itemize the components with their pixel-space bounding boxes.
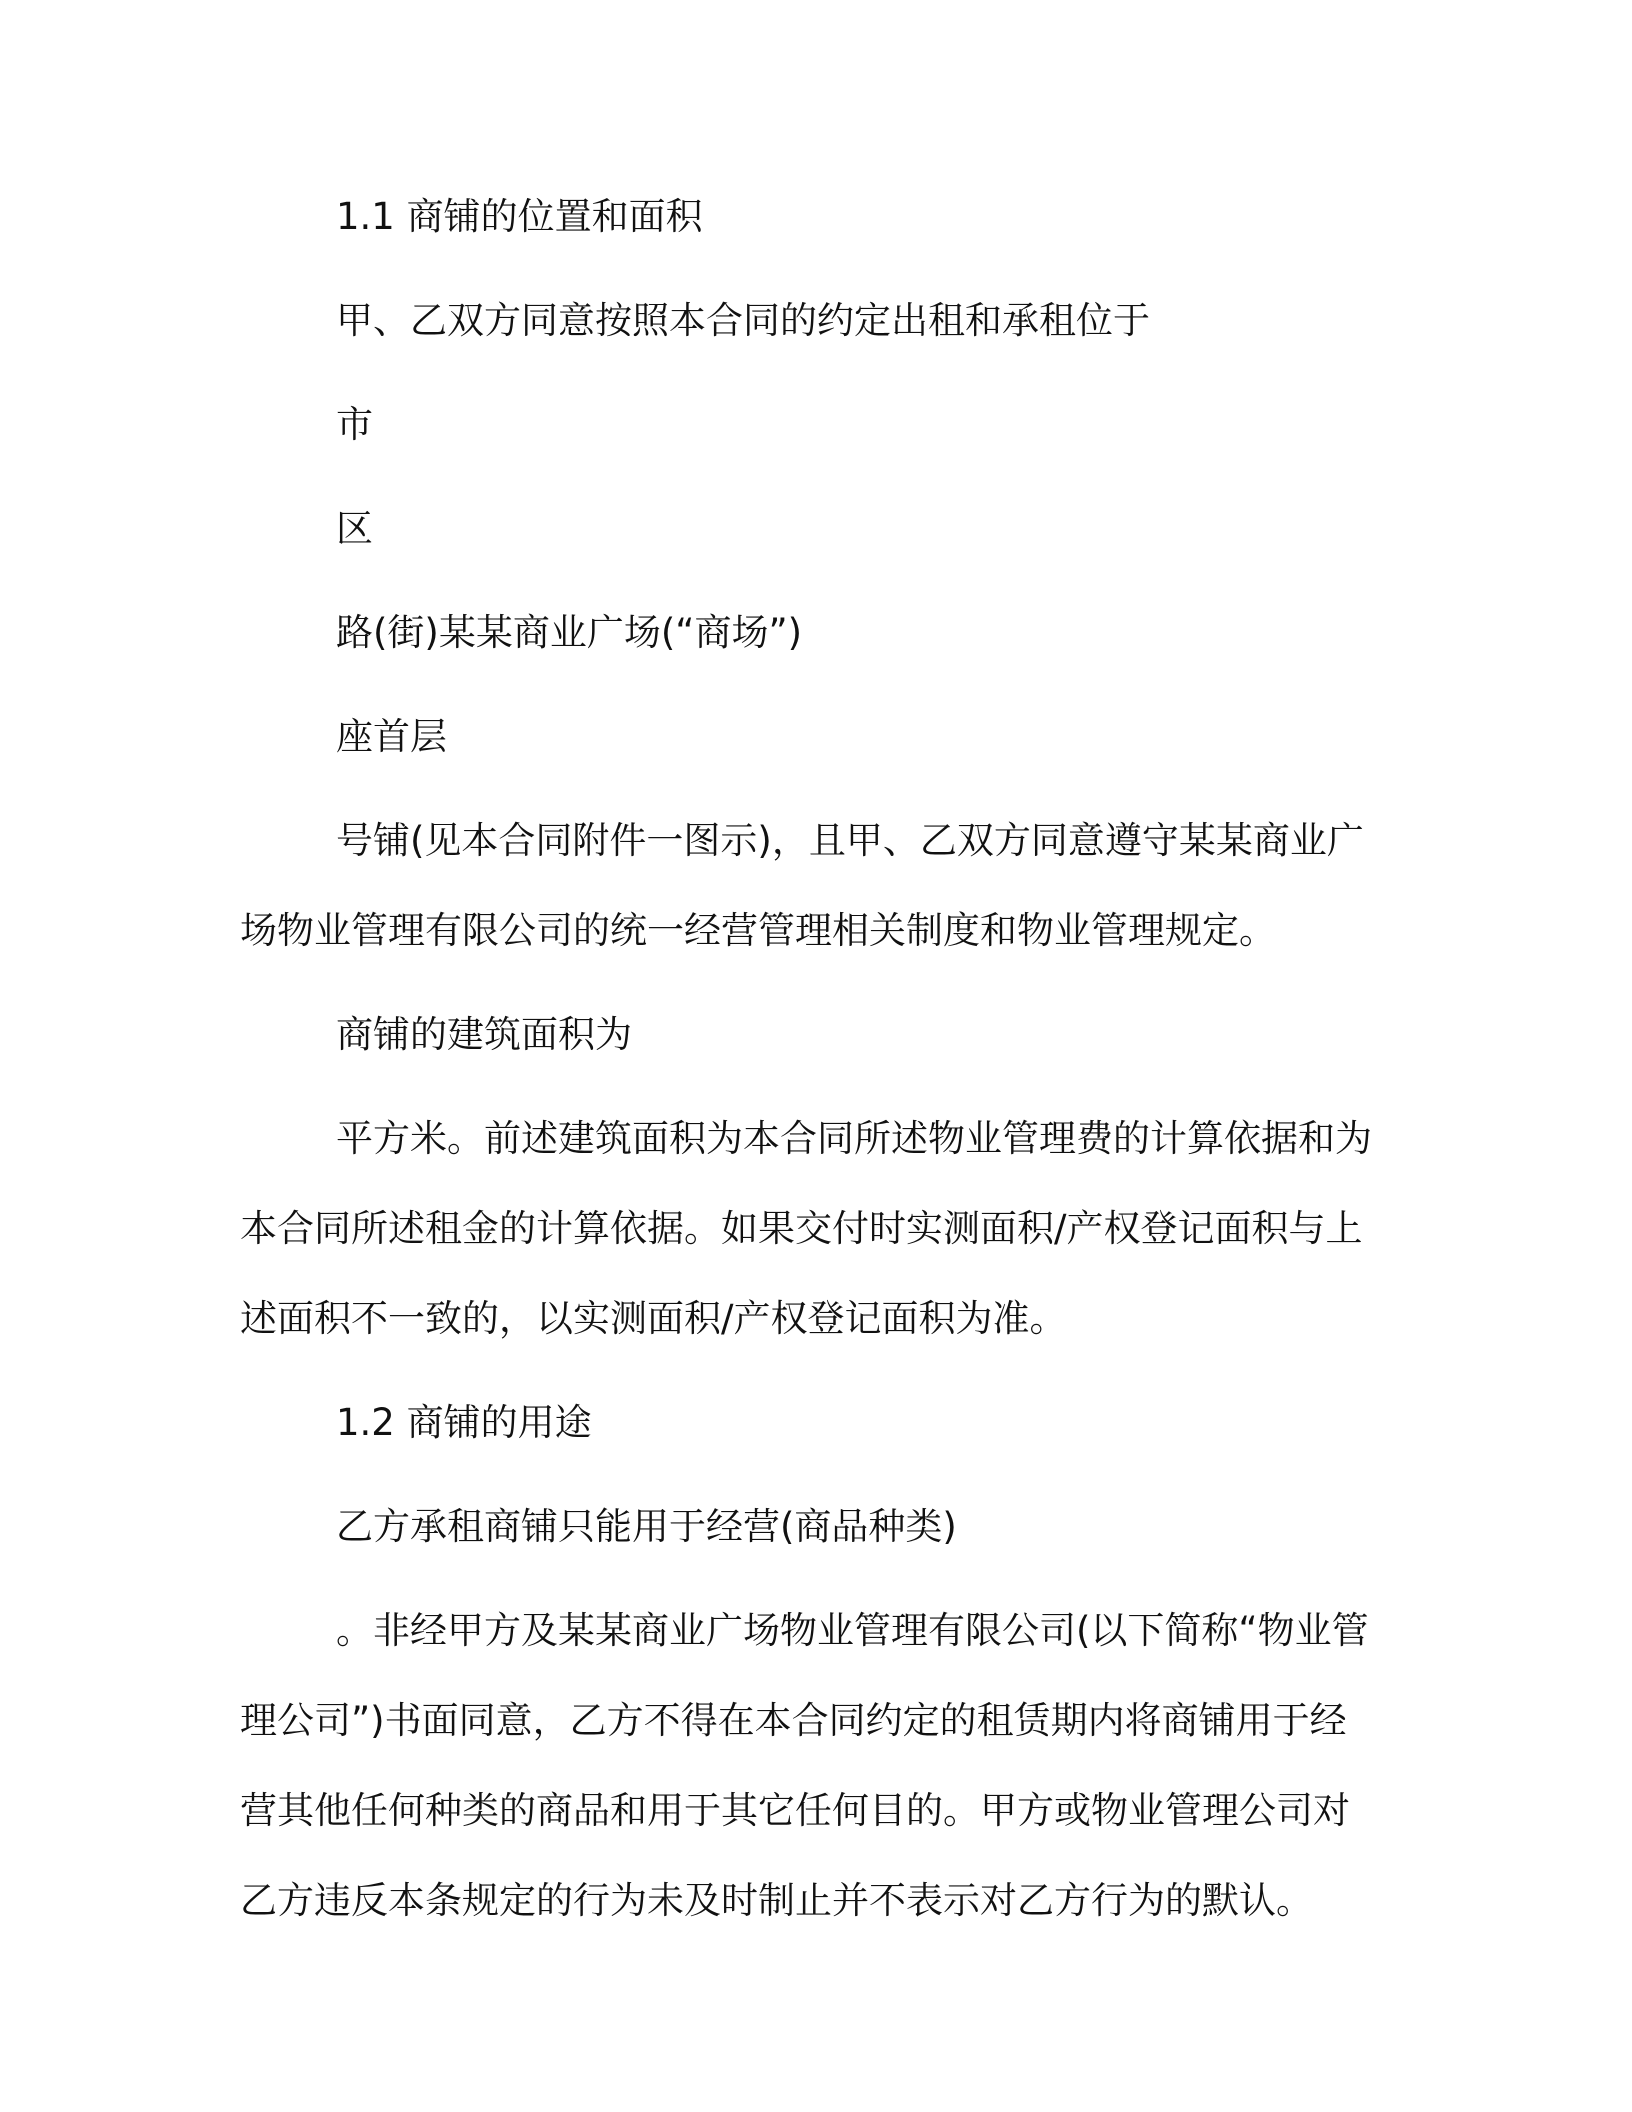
paragraph-floor-area-label: 商铺的建筑面积为 [336,1013,632,1056]
paragraph-block-floor: 座首层 [336,715,447,758]
section-heading-1-2: 1.2 商铺的用途 [336,1401,592,1444]
paragraph-city: 市 [336,403,373,446]
paragraph-lease-location-intro: 甲、乙双方同意按照本合同的约定出租和承租位于 [336,299,1150,342]
paragraph-shop-number: 号铺(见本合同附件一图示)，且甲、乙双方同意遵守某某商业广场物业管理有限公司的统一经营管理相关制度和物业管理规定。 [240,819,1364,952]
paragraph-usage-restriction: 。非经甲方及某某商业广场物业管理有限公司(以下简称“物业管理公司”)书面同意，乙方不得在本合同约定的租赁期内将商铺用于经营其他任何种类的商品和用于其它任何目的。甲方或物业管理公司对乙方违反本条规定的行为未及时制止并不表示对乙方行为的默认。 [240,1609,1369,1922]
paragraph-road-plaza: 路(街)某某商业广场(“商场”) [336,611,803,654]
paragraph-district: 区 [336,507,373,550]
paragraph-usage-goods: 乙方承租商铺只能用于经营(商品种类) [336,1505,957,1548]
section-heading-1-1: 1.1 商铺的位置和面积 [336,195,703,238]
paragraph-area-basis: 平方米。前述建筑面积为本合同所述物业管理费的计算依据和为本合同所述租金的计算依据。如果交付时实测面积/产权登记面积与上述面积不一致的，以实测面积/产权登记面积为准。 [240,1117,1372,1340]
